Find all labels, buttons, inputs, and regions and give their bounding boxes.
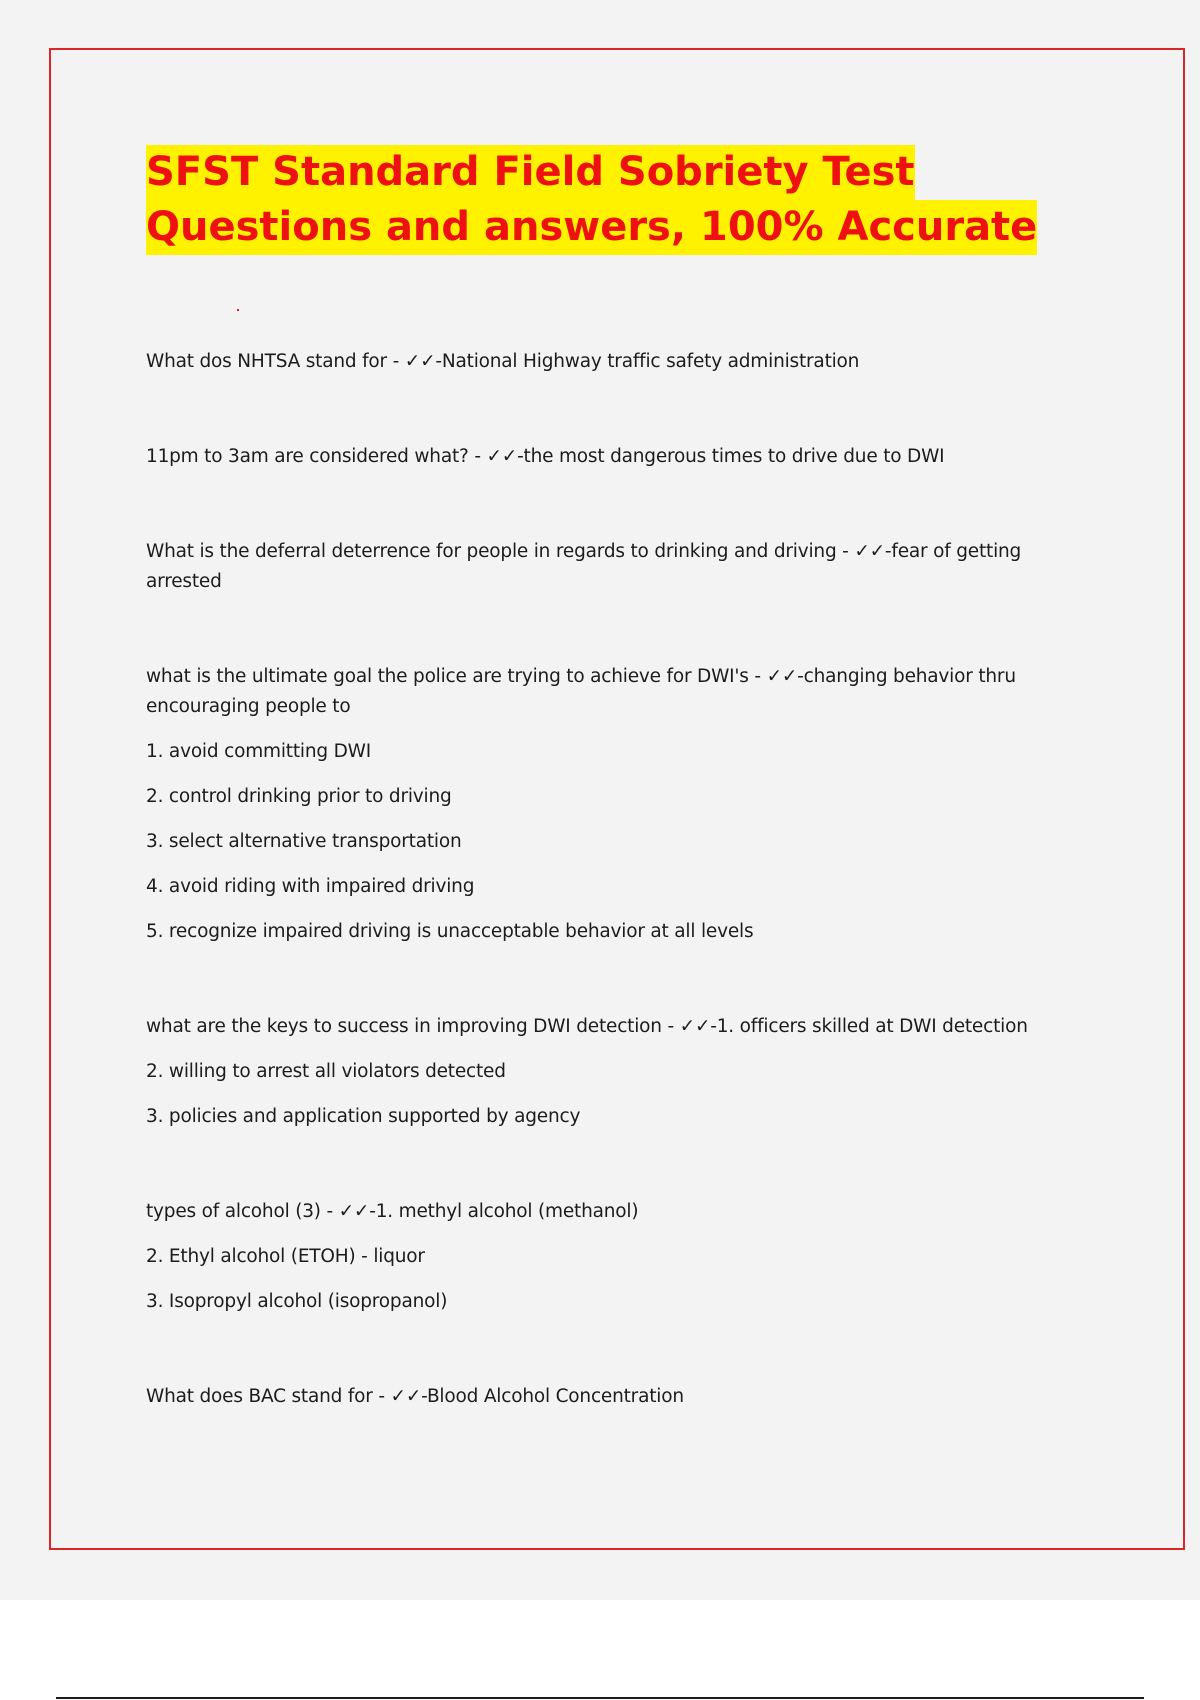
qa-question-6: types of alcohol (3) - ✓✓-1. methyl alcohol (methanol): [146, 1201, 639, 1222]
list-item: 2. Ethyl alcohol (ETOH) - liquor: [146, 1246, 425, 1267]
spacer: [146, 597, 1046, 662]
spacer: [146, 722, 1046, 737]
spacer: [146, 812, 1046, 827]
title-line-1: SFST Standard Field Sobriety Test: [146, 145, 915, 200]
spacer: [146, 472, 1046, 537]
qa-question-2: 11pm to 3am are considered what? - ✓✓-the most dangerous times to drive due to DWI: [146, 446, 945, 467]
qa-question-5: what are the keys to success in improving DWI detection - ✓✓-1. officers skilled at DWI detection: [146, 1016, 1028, 1037]
spacer: [146, 1042, 1046, 1057]
footer-divider: [56, 1697, 1144, 1699]
spacer: [146, 1317, 1046, 1382]
spacer: [146, 1227, 1046, 1242]
spacer: [146, 1272, 1046, 1287]
red-dot-mark: [237, 309, 239, 311]
qa-content: [146, 347, 1046, 1412]
qa-question-3: What is the deferral deterrence for people in regards to drinking and driving - ✓✓-fear of getting arrested: [146, 541, 1022, 592]
list-item: 3. Isopropyl alcohol (isopropanol): [146, 1291, 448, 1312]
list-item: 1. avoid committing DWI: [146, 741, 371, 762]
list-item: 2. control drinking prior to driving: [146, 786, 452, 807]
list-item: 5. recognize impaired driving is unacceptable behavior at all levels: [146, 921, 754, 942]
qa-question-1: What dos NHTSA stand for - ✓✓-National Highway traffic safety administration: [146, 351, 860, 372]
list-item: 3. policies and application supported by agency: [146, 1106, 581, 1127]
list-item: 4. avoid riding with impaired driving: [146, 876, 475, 897]
title-line-2: Questions and answers, 100% Accurate: [146, 200, 1037, 255]
qa-question-4: what is the ultimate goal the police are trying to achieve for DWI's - ✓✓-changing behavior thru encouraging people to: [146, 666, 1016, 717]
spacer: [146, 902, 1046, 917]
list-item: 2. willing to arrest all violators detected: [146, 1061, 506, 1082]
spacer: [146, 947, 1046, 1012]
document-title: [146, 145, 1086, 255]
list-item: 3. select alternative transportation: [146, 831, 462, 852]
spacer: [146, 767, 1046, 782]
spacer: [146, 377, 1046, 442]
spacer: [146, 1132, 1046, 1197]
qa-question-7: What does BAC stand for - ✓✓-Blood Alcohol Concentration: [146, 1386, 684, 1407]
spacer: [146, 857, 1046, 872]
spacer: [146, 1087, 1046, 1102]
